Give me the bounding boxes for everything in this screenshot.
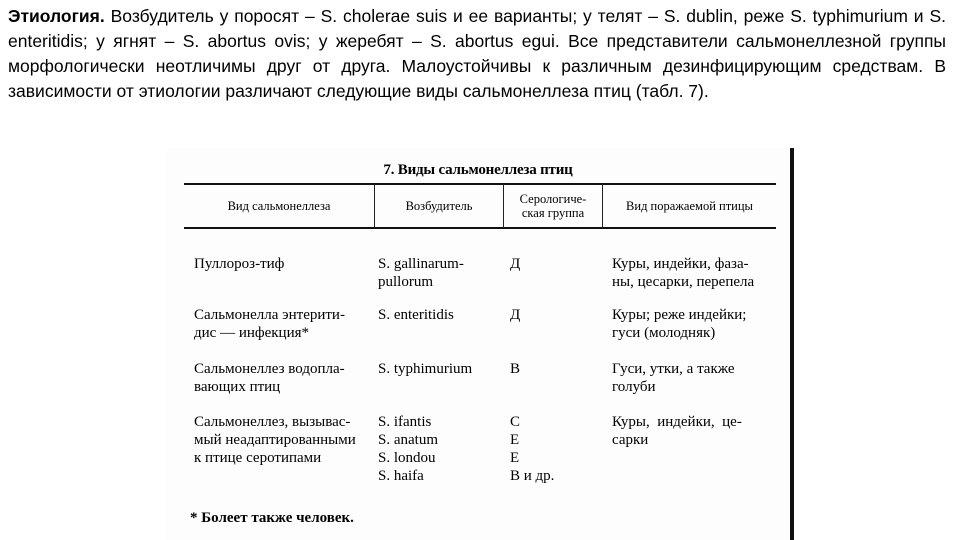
- row-agent: S. typhimurium: [378, 361, 473, 377]
- scan-edge-border: [790, 148, 794, 540]
- row-group: Д: [510, 307, 521, 323]
- scanned-table-image: [166, 148, 794, 540]
- row-birds: Куры; реже индейки; гуси (молодняк): [612, 307, 747, 341]
- row-type: Сальмонеллез, вызывас- мый неадаптированными к птице серотипами: [194, 414, 356, 466]
- header-agent: Возбудитель: [405, 199, 473, 213]
- row-birds: Куры, индейки, це- сарки: [612, 414, 742, 448]
- row-type: Сальмонеллез водопла- вающих птиц: [194, 361, 345, 395]
- row-agent: S. ifantis S. anatum S. londou S. haifa: [378, 414, 438, 484]
- header-serogroup: Серологиче- ская группа: [519, 192, 587, 220]
- table-caption: 7. Виды сальмонеллеза птиц: [383, 162, 573, 178]
- header-bird-species: Вид поражаемой птицы: [626, 199, 753, 213]
- table-footnote: * Болеет также человек.: [190, 510, 354, 526]
- row-agent: S. gallinarum- pullorum: [378, 256, 464, 290]
- etiology-heading: Этиология.: [8, 6, 105, 26]
- etiology-text: Возбудитель у поросят – S. cholerae suis и ее варианты; у телят – S. dublin, реже S. typhimurium и S. enteritidis; у ягнят – S. abortus ovis; у жеребят – S. abortus egui. Все представители сальмонеллезной группы морфологически неотличимы друг от друга. Малоустойчивы к различным дезинфицирующим средствам. В зависимости от этиологии различают следующие виды сальмонеллеза птиц (табл. 7).: [8, 6, 946, 101]
- row-type: Пуллороз-тиф: [194, 256, 285, 272]
- header-species-type: Вид сальмонеллеза: [227, 199, 331, 213]
- row-group: Д: [510, 256, 521, 272]
- etiology-paragraph: [8, 4, 946, 104]
- row-birds: Куры, индейки, фаза- ны, цесарки, перепела: [612, 256, 755, 290]
- row-type: Сальмонелла энтерити- дис — инфекция*: [194, 307, 345, 341]
- row-agent: S. enteritidis: [378, 307, 454, 323]
- row-group: В: [510, 361, 521, 377]
- row-group: С Е Е В и др.: [510, 414, 555, 484]
- row-birds: Гуси, утки, а также голуби: [612, 361, 735, 395]
